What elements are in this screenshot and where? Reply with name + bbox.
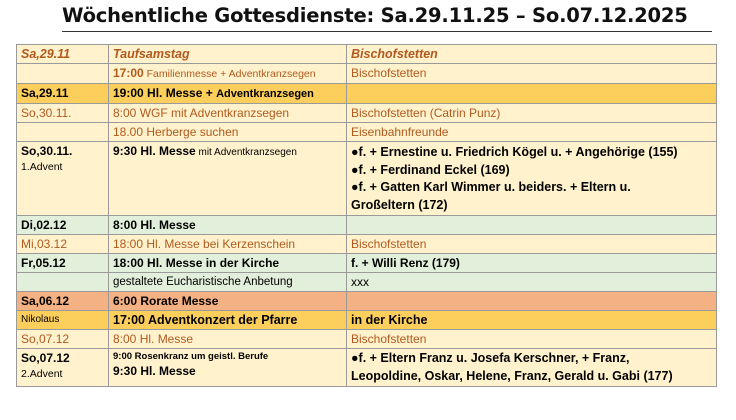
event-cell: gestaltete Eucharistische Anbetung [109, 273, 347, 292]
intention-line: Großeltern (172) [351, 197, 448, 212]
event-title: 9:30 Hl. Messe [113, 364, 196, 378]
date-note: 1.Advent [21, 161, 63, 173]
location-cell: Bischofstetten (Catrin Punz) [347, 104, 717, 123]
table-row [17, 45, 717, 64]
location-cell: Bischofstetten [347, 64, 717, 84]
intention-line: ●f. + Gatten Karl Wimmer u. beiders. + Eltern u. [351, 180, 631, 194]
event-description: Familienmesse + Adventkranzsegen [143, 68, 316, 80]
event-cell: 8:00 Hl. Messe [109, 330, 347, 349]
location-cell: xxx [347, 273, 717, 292]
event-note: 9:00 Rosenkranz um geistl. Berufe [113, 351, 269, 362]
table-row [17, 142, 717, 216]
intention-line: ●f. + Eltern Franz u. Josefa Kerschner, + Franz, [351, 351, 630, 365]
intention-line: Leopoldine, Oskar, Helene, Franz, Gerald u. Gabi (177) [351, 368, 673, 383]
schedule-table [16, 44, 717, 387]
table-row [17, 64, 717, 84]
date-cell: So,07.12 [17, 330, 109, 349]
location-cell [347, 292, 717, 311]
table-row [17, 349, 717, 387]
event-cell [109, 84, 347, 104]
event-cell [109, 64, 347, 84]
event-title: 19:00 Hl. Messe + [113, 86, 217, 100]
table-row [17, 216, 717, 235]
event-cell: 8:00 Hl. Messe [109, 216, 347, 235]
date-cell [17, 349, 109, 387]
date-cell: Di,02.12 [17, 216, 109, 235]
event-cell [109, 142, 347, 216]
location-cell: Eisenbahnfreunde [347, 123, 717, 142]
date-cell: Fr,05.12 [17, 254, 109, 273]
event-time: 17:00 [113, 66, 144, 80]
location-cell: Bischofstetten [347, 45, 717, 64]
event-cell: 8:00 WGF mit Adventkranzsegen [109, 104, 347, 123]
date-cell: Nikolaus [17, 311, 109, 330]
location-cell [347, 216, 717, 235]
event-title: 9:30 Hl. Messe [113, 144, 196, 158]
date-note: 2.Advent [21, 368, 63, 380]
date-cell: Sa,29.11 [17, 45, 109, 64]
intention-line: ●f. + Ernestine u. Friedrich Kögel u. + Angehörige (155) [351, 145, 678, 159]
date-cell [17, 64, 109, 84]
title-underline [62, 31, 712, 32]
location-cell: Bischofstetten [347, 235, 717, 254]
event-cell: 6:00 Rorate Messe [109, 292, 347, 311]
table-row [17, 273, 717, 292]
event-cell [109, 349, 347, 387]
event-cell: 18:00 Hl. Messe bei Kerzenschein [109, 235, 347, 254]
event-cell: 17:00 Adventkonzert der Pfarre [109, 311, 347, 330]
date-label: So,30.11. [21, 144, 73, 158]
date-label: So,07.12 [21, 351, 70, 365]
event-cell: 18.00 Herberge suchen [109, 123, 347, 142]
location-cell: in der Kirche [347, 311, 717, 330]
table-row [17, 123, 717, 142]
location-cell: Bischofstetten [347, 330, 717, 349]
table-row [17, 104, 717, 123]
date-cell: Sa,29.11 [17, 84, 109, 104]
location-cell [347, 84, 717, 104]
event-description: Adventkranzsegen [216, 88, 314, 100]
event-cell: 18:00 Hl. Messe in der Kirche [109, 254, 347, 273]
table-row [17, 84, 717, 104]
date-cell: So,30.11. [17, 104, 109, 123]
date-cell: Sa,06.12 [17, 292, 109, 311]
location-cell: f. + Willi Renz (179) [347, 254, 717, 273]
event-cell: Taufsamstag [109, 45, 347, 64]
table-row [17, 330, 717, 349]
intentions-cell [347, 349, 717, 387]
date-cell: Mi,03.12 [17, 235, 109, 254]
date-cell [17, 273, 109, 292]
date-cell [17, 123, 109, 142]
date-cell [17, 142, 109, 216]
page-title: Wöchentliche Gottesdienste: Sa.29.11.25 – So.07.12.2025 [62, 4, 688, 27]
table-row [17, 292, 717, 311]
table-row [17, 235, 717, 254]
table-row [17, 311, 717, 330]
intention-line: ●f. + Ferdinand Eckel (169) [351, 162, 510, 177]
table-row [17, 254, 717, 273]
event-description: mit Adventkranzsegen [195, 147, 297, 158]
intentions-cell [347, 142, 717, 216]
